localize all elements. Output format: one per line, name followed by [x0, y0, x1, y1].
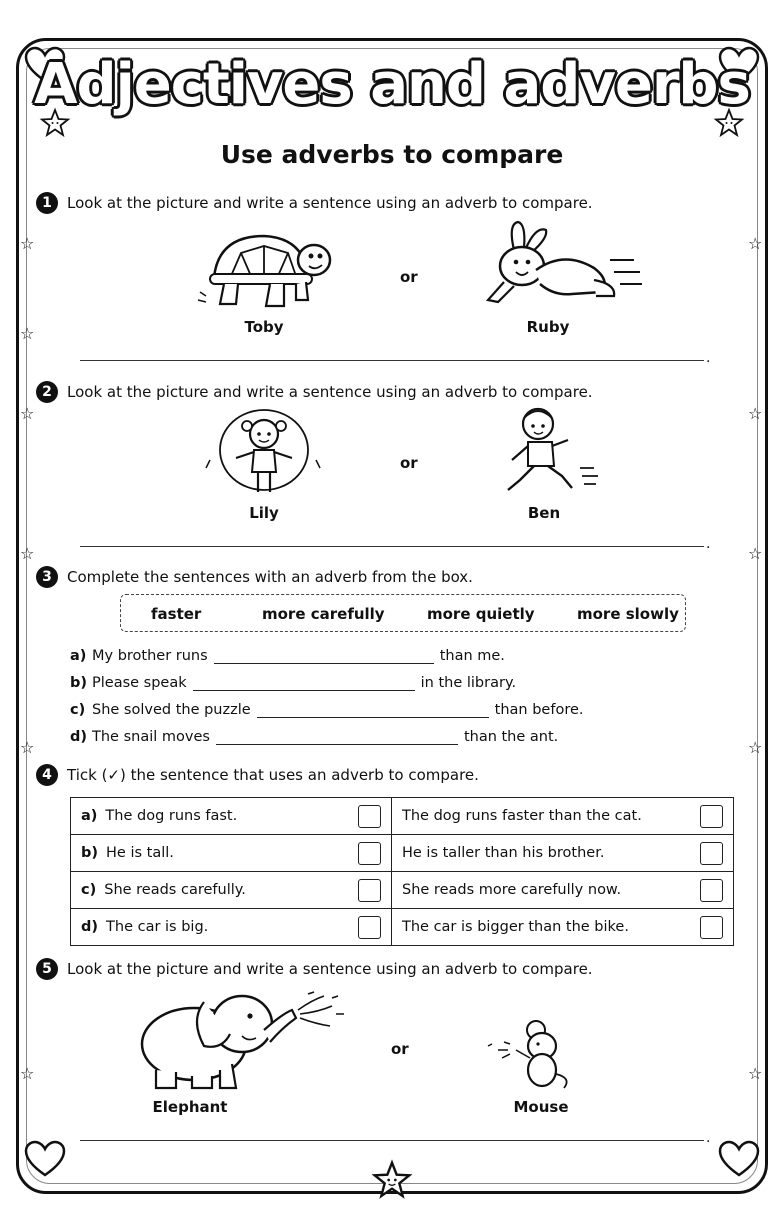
right-sentence-cell	[392, 798, 734, 835]
question-text: Look at the picture and write a sentence using an adverb to compare.	[67, 960, 593, 978]
table-row	[71, 909, 734, 946]
boy-running-illustration	[498, 404, 602, 500]
question-number: 3	[36, 566, 58, 588]
question-text: Complete the sentences with an adverb from the box.	[67, 568, 473, 586]
tick-box[interactable]	[358, 879, 381, 902]
line-end-dot: .	[706, 1130, 711, 1146]
right-picture-name: Ben	[527, 504, 561, 522]
word-option: more carefully	[262, 605, 385, 623]
question-1	[36, 192, 593, 214]
small-star-icon: ☆	[20, 324, 35, 343]
tick-table	[70, 797, 734, 946]
small-star-icon: ☆	[748, 234, 763, 253]
left-sentence-cell	[71, 835, 392, 872]
table-row	[71, 798, 734, 835]
sentence-end: than before.	[494, 702, 584, 718]
sentence-end: than the ant.	[463, 729, 559, 745]
left-sentence-cell	[71, 798, 392, 835]
word-option: more slowly	[577, 605, 679, 623]
right-sentence: She reads more carefully now.	[402, 882, 622, 898]
answer-blank[interactable]	[214, 649, 434, 664]
mouse-illustration	[486, 1018, 572, 1092]
question-number: 4	[36, 764, 58, 786]
tick-box[interactable]	[358, 805, 381, 828]
or-label: or	[400, 268, 418, 286]
tick-box[interactable]	[700, 842, 723, 865]
left-sentence: She reads carefully.	[104, 882, 246, 898]
left-sentence: He is tall.	[106, 845, 174, 861]
left-picture-name: Elephant	[152, 1098, 228, 1116]
right-picture-name: Ruby	[526, 318, 570, 336]
right-sentence: The car is bigger than the bike.	[402, 919, 629, 935]
question-2	[36, 381, 593, 403]
sentence-item	[70, 702, 584, 718]
question-number: 5	[36, 958, 58, 980]
right-sentence-cell	[392, 835, 734, 872]
word-option: more quietly	[427, 605, 535, 623]
worksheet-title: Adjectives and adverbs	[34, 52, 750, 117]
word-box	[120, 594, 686, 632]
sentence-start: She solved the puzzle	[92, 702, 251, 718]
right-sentence: The dog runs faster than the cat.	[402, 808, 642, 824]
small-star-icon: ☆	[20, 234, 35, 253]
sentence-start: The snail moves	[92, 729, 210, 745]
answer-blank[interactable]	[216, 730, 458, 745]
left-picture-name: Lily	[249, 504, 279, 522]
small-star-icon: ☆	[20, 544, 35, 563]
right-picture-name: Mouse	[513, 1098, 569, 1116]
word-option: faster	[151, 605, 202, 623]
question-4	[36, 764, 479, 786]
answer-blank[interactable]	[193, 676, 415, 691]
sentence-item	[70, 675, 516, 691]
sentence-end: in the library.	[420, 675, 517, 691]
answer-line	[80, 546, 704, 547]
worksheet-subtitle: Use adverbs to compare	[220, 140, 564, 169]
small-star-icon: ☆	[20, 738, 35, 757]
tick-box[interactable]	[700, 916, 723, 939]
question-text: Look at the picture and write a sentence using an adverb to compare.	[67, 383, 593, 401]
item-label: c)	[81, 882, 97, 898]
sentence-start: Please speak	[92, 675, 187, 691]
or-label: or	[391, 1040, 409, 1058]
small-star-icon: ☆	[20, 1064, 35, 1083]
small-star-icon: ☆	[20, 404, 35, 423]
line-end-dot: .	[706, 536, 711, 552]
item-label: b)	[70, 675, 88, 691]
question-3	[36, 566, 473, 588]
left-sentence: The dog runs fast.	[105, 808, 238, 824]
small-star-icon: ☆	[748, 404, 763, 423]
right-sentence: He is taller than his brother.	[402, 845, 605, 861]
sentence-item	[70, 648, 505, 664]
sentence-start: My brother runs	[92, 648, 208, 664]
answer-line	[80, 360, 704, 361]
star-icon	[372, 1160, 412, 1200]
tick-box[interactable]	[700, 805, 723, 828]
tick-box[interactable]	[700, 879, 723, 902]
rabbit-illustration	[484, 220, 644, 312]
or-label: or	[400, 454, 418, 472]
small-star-icon: ☆	[748, 738, 763, 757]
question-number: 2	[36, 381, 58, 403]
table-row	[71, 872, 734, 909]
tick-box[interactable]	[358, 916, 381, 939]
question-number: 1	[36, 192, 58, 214]
question-5	[36, 958, 593, 980]
item-label: a)	[70, 648, 87, 664]
line-end-dot: .	[706, 350, 711, 366]
left-sentence-cell	[71, 909, 392, 946]
answer-line	[80, 1140, 704, 1141]
small-star-icon: ☆	[748, 1064, 763, 1083]
sentence-item	[70, 729, 558, 745]
sentence-end: than me.	[439, 648, 505, 664]
right-sentence-cell	[392, 909, 734, 946]
left-picture-name: Toby	[244, 318, 284, 336]
item-label: a)	[81, 808, 98, 824]
question-text: Tick (✓) the sentence that uses an adverb to compare.	[67, 766, 479, 784]
item-label: d)	[70, 729, 88, 745]
item-label: d)	[81, 919, 99, 935]
left-sentence-cell	[71, 872, 392, 909]
heart-icon	[24, 1140, 66, 1178]
table-row	[71, 835, 734, 872]
answer-blank[interactable]	[257, 703, 489, 718]
girl-jumping-rope-illustration	[204, 406, 324, 502]
item-label: c)	[70, 702, 86, 718]
tick-box[interactable]	[358, 842, 381, 865]
right-sentence-cell	[392, 872, 734, 909]
elephant-illustration	[132, 984, 354, 1094]
question-text: Look at the picture and write a sentence using an adverb to compare.	[67, 194, 593, 212]
heart-icon	[718, 1140, 760, 1178]
turtle-illustration	[196, 228, 336, 314]
small-star-icon: ☆	[748, 544, 763, 563]
item-label: b)	[81, 845, 99, 861]
left-sentence: The car is big.	[106, 919, 209, 935]
